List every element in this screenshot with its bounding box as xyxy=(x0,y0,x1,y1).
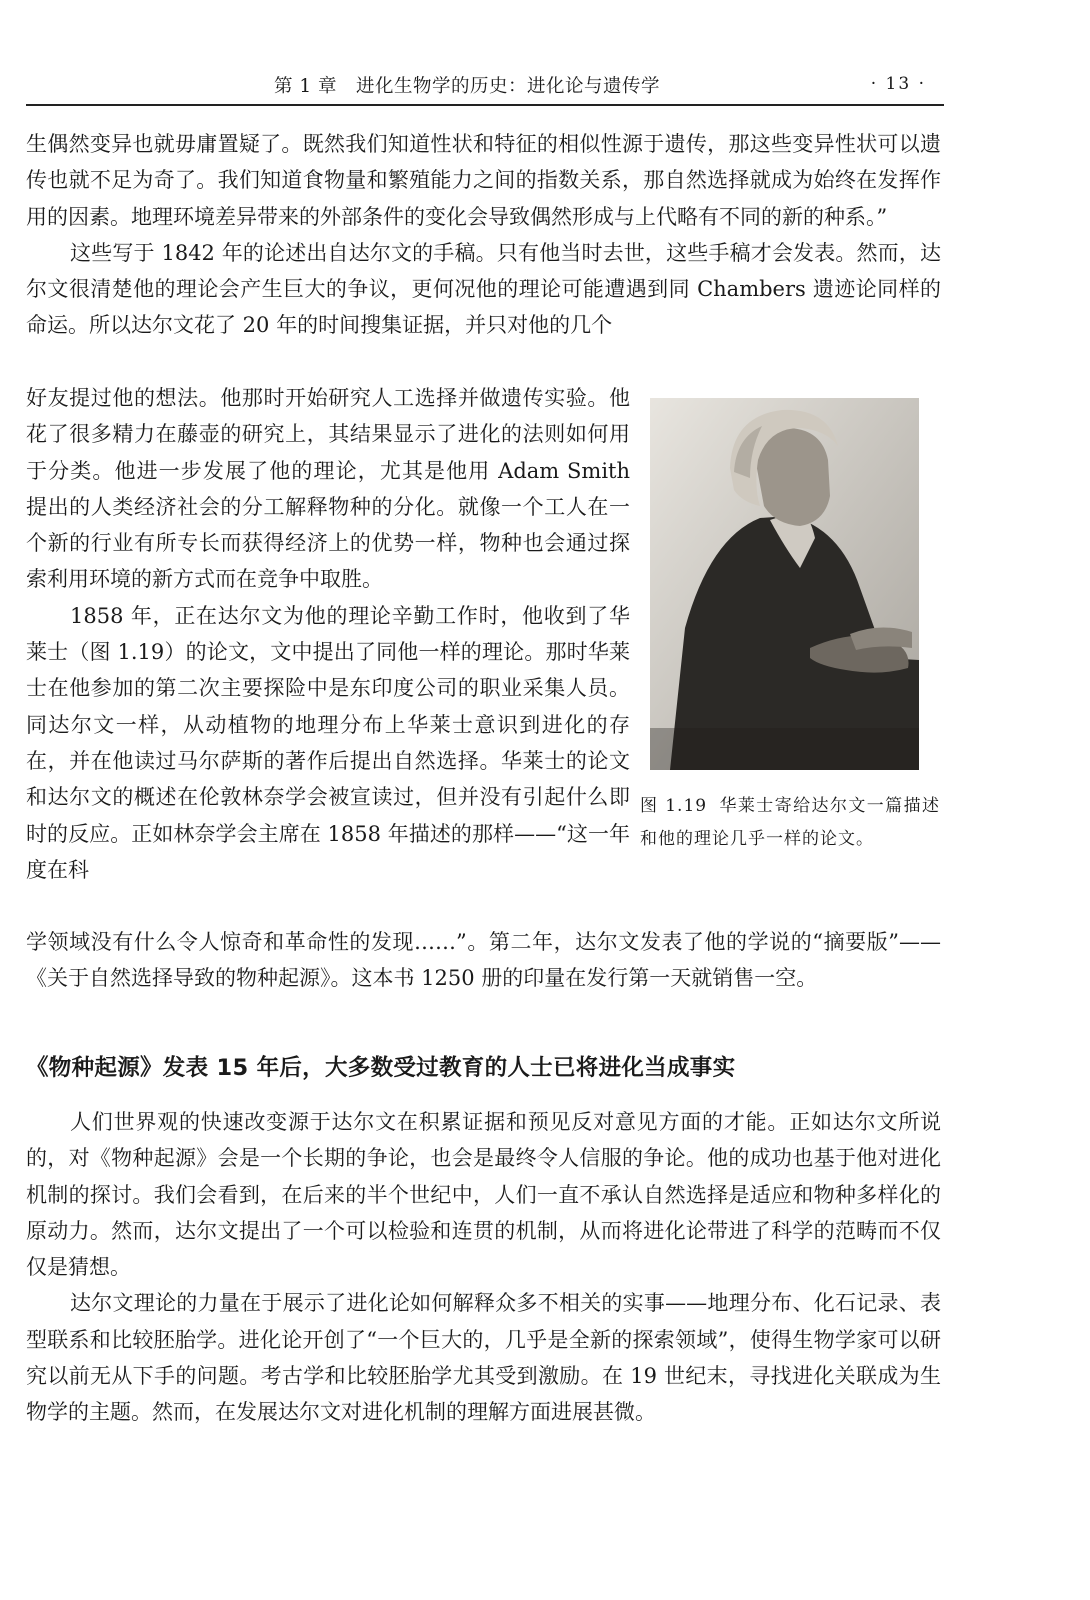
body-text-continued xyxy=(26,924,941,997)
figure-caption-text: 华莱士寄给达尔文一篇描述和他的理论几乎一样的论文。 xyxy=(640,796,940,849)
running-header xyxy=(26,70,944,106)
wallace-portrait-figure xyxy=(650,398,919,770)
paragraph: 1858 年，正在达尔文为他的理论辛勤工作时，他收到了华莱士（图 1.19）的论文，文中提出了同他一样的理论。那时华莱士在他参加的第二次主要探险中是东印度公司的职业采集人员。同达尔文一样，从动植物的地理分布上华莱士意识到进化的存在，并在他读过马尔萨斯的著作后提出自然选择。华莱士的论文和达尔文的概述在伦敦林奈学会被宣读过，但并没有引起什么即时的反应。正如林奈学会主席在 1858 年描述的那样——“这一年度在科 xyxy=(26,603,630,882)
body-text-top xyxy=(26,126,941,344)
paragraph: 人们世界观的快速改变源于达尔文在积累证据和预见反对意见方面的才能。正如达尔文所说的，对《物种起源》会是一个长期的争论，也会是最终令人信服的争论。他的成功也基于他对进化机制的探讨。我们会看到，在后来的半个世纪中，人们一直不承认自然选择是适应和物种多样化的原动力。然而，达尔文提出了一个可以检验和连贯的机制，从而将进化论带进了科学的范畴而不仅仅是猜想。 xyxy=(26,1110,941,1280)
body-text-beside-figure xyxy=(26,380,630,888)
page-number: · 13 · xyxy=(870,74,926,94)
paragraph: 学领域没有什么令人惊奇和革命性的发现……”。第二年，达尔文发表了他的学说的“摘要版”——《关于自然选择导致的物种起源》。这本书 1250 册的印量在发行第一天就销售一空。 xyxy=(26,930,941,991)
paragraph: 这些写于 1842 年的论述出自达尔文的手稿。只有他当时去世，这些手稿才会发表。然而，达尔文很清楚他的理论会产生巨大的争议，更何况他的理论可能遭遇到同 Chambers 遗迹论同样的命运。所以达尔文花了 20 年的时间搜集证据，并只对他的几个 xyxy=(26,240,941,338)
chapter-title: 第 1 章 进化生物学的历史：进化论与遗传学 xyxy=(274,76,661,97)
figure-caption xyxy=(640,790,940,856)
paragraph: 生偶然变异也就毋庸置疑了。既然我们知道性状和特征的相似性源于遗传，那这些变异性状可以遗传也就不足为奇了。我们知道食物量和繁殖能力之间的指数关系，那自然选择就成为始终在发挥作用的因素。地理环境差异带来的外部条件的变化会导致偶然形成与上代略有不同的新的种系。” xyxy=(26,132,941,229)
section-heading: 《物种起源》发表 15 年后，大多数受过教育的人士已将进化当成事实 xyxy=(26,1055,736,1081)
body-text-bottom xyxy=(26,1104,941,1431)
paragraph: 达尔文理论的力量在于展示了进化论如何解释众多不相关的实事——地理分布、化石记录、表型联系和比较胚胎学。进化论开创了“一个巨大的，几乎是全新的探索领域”，使得生物学家可以研究以前无从下手的问题。考古学和比较胚胎学尤其受到激励。在 19 世纪末，寻找进化关联成为生物学的主题。然而，在发展达尔文对进化机制的理解方面进展甚微。 xyxy=(26,1291,941,1425)
paragraph: 好友提过他的想法。他那时开始研究人工选择并做遗传实验。他花了很多精力在藤壶的研究上，其结果显示了进化的法则如何用于分类。他进一步发展了他的理论，尤其是他用 Adam Smith 提出的人类经济社会的分工解释物种的分化。就像一个工人在一个新的行业有所专长而获得经济上的优势一样，物种也会通过探索利用环境的新方式而在竞争中取胜。 xyxy=(26,386,630,592)
portrait-illustration xyxy=(650,398,919,770)
figure-label: 图 1.19 xyxy=(640,796,708,816)
